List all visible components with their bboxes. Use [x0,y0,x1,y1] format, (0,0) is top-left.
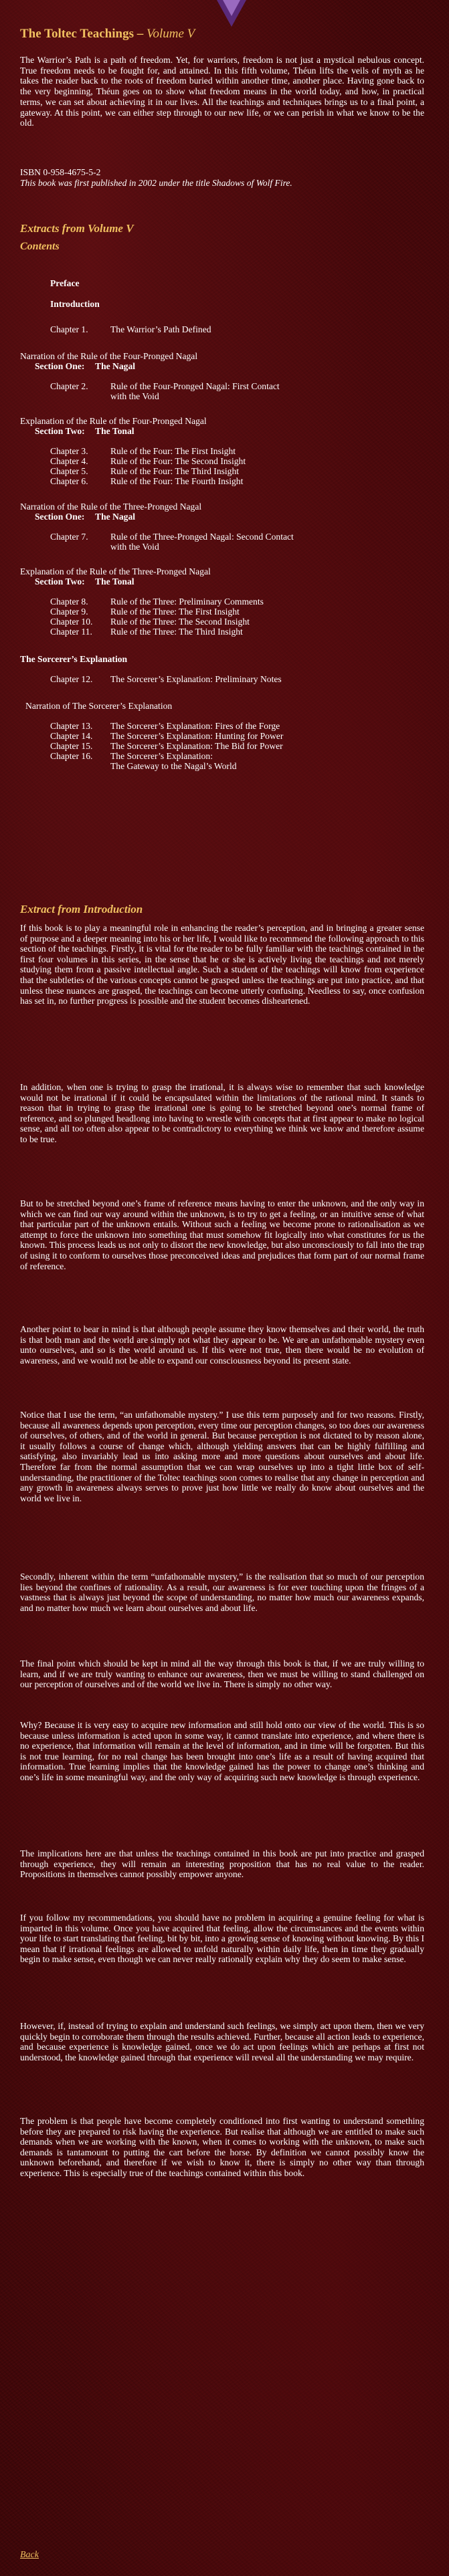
paragraph: Notice that I use the term, “an unfathomable mystery.” I use this term purposely and for two reasons. Firstly, because all awareness depends upon perception, every time our perception changes, so too does our awareness of ourselves, of others, and of the world in general. But because perception is not dictated to by reason alone, it usually follows a course of change which, although yielding answers that can be highly fulfilling and satisfying, also invariably lead us into asking more and more questions about ourselves and about life. Therefore far from the normal assumption that we can wrap ourselves up into a tight little box of self-understanding, the practitioner of the Toltec teachings soon comes to realise that any change in perception and any growth in awareness always serves to prove just how little we really do know about ourselves and the world we live in. [20,1410,424,1503]
chapter-num: Chapter 16. [50,751,93,761]
chapter-title-line-2: with the Void [110,542,159,552]
chapter-title: The Sorcerer’s Explanation: Fires of the Forge [110,721,280,731]
paragraph: The problem is that people have become completely conditioned into first wanting to understand something before they are prepared to risk having the experience. But realise that although we are entitled to make such demands when we are working with the known, when it comes to working with the unknown, to make such demands is tantamount to putting the cart before the horse. By definition we cannot possibly know the unknown beforehand, and therefore if we wish to know it, there is simply no other way than through experience. This is especially true of the teachings contained within this book. [20,2116,424,2178]
toc-narration-2: Narration of the Rule of the Three-Pronged Nagal [20,502,202,512]
chapter-title: The Sorcerer’s Explanation: Preliminary Notes [110,674,282,684]
section-num: Section Two: [35,576,85,586]
back-link[interactable]: Back [20,2550,39,2560]
toc-chapter-10 [50,617,425,627]
chapter-num: Chapter 7. [50,532,88,542]
chapter-num: Chapter 9. [50,607,88,617]
paragraph: The final point which should be kept in mind all the way through this book is that, if we are truly willing to learn, and if we are truly wanting to enhance our awareness, then we must be willing to stand challenged on our perception of ourselves and of the world we live in. There is simply no other way. [20,1658,424,1690]
extracts-heading: Extracts from Volume V [20,222,134,235]
chapter-title: Rule of the Four-Pronged Nagal: First Contact [110,381,280,391]
paragraph: If you follow my recommendations, you should have no problem in acquiring a genuine feeling for what is imparted in this volume. Once you have acquired that feeling, allow the circumstances and the events within your life to start translating that feeling, bit by bit, into a growing sense of knowing without knowing. By this I mean that if irrational feelings are allowed to unfold naturally within daily life, then in time they gradually begin to make sense, even though we can never really rationally explain why they do seem to make sense. [20,1913,424,1965]
isbn-number: ISBN 0-958-4675-5-2 [20,167,101,177]
chapter-title: Rule of the Three: The Third Insight [110,627,243,637]
chapter-title: Rule of the Four: The Second Insight [110,456,246,466]
toc-explanation-1: Explanation of the Rule of the Four-Pronged Nagal [20,416,207,426]
chapter-num: Chapter 11. [50,627,92,637]
chapter-num: Chapter 8. [50,597,88,607]
toc-explanation-2: Explanation of the Rule of the Three-Pronged Nagal [20,566,211,576]
toc-introduction: Introduction [50,299,100,309]
chapter-num: Chapter 12. [50,674,93,684]
title-volume: Volume V [147,27,195,41]
chapter-title: The Warrior’s Path Defined [110,324,211,334]
intro-paragraph: The Warrior’s Path is a path of freedom. Yet, for warriors, freedom is not just a mystical nebulous concept. True freedom needs to be fought for, and attained. In this fifth volume, Théun lifts the veils of myth as he takes the reader back to the roots of freedom buried within another time, another place. Having gone back to the very beginning, Théun goes on to show what freedom means in the world today, and how, in practical terms, we can set about achieving it in our lives. All the teachings and techniques brings us to a final point, a gateway. At this point, we can either step through to our new life, or we can perish in what we know to be the old. [20,55,424,128]
section-num: Section One: [35,361,85,371]
chapter-num: Chapter 3. [50,446,88,456]
toc-narration-3: Narration of The Sorcerer’s Explanation [25,701,173,711]
chapter-title: Rule of the Four: The Fourth Insight [110,476,244,486]
paragraph: Why? Because it is very easy to acquire new information and still hold onto our view of the world. This is so because unless information is acted upon in some way, it cannot translate into experience, and where there is no experience, that information will remain at the level of information, and in time will be forgotten. But this is not true learning, for no real change has been brought into one’s life as a result of having acquired that information. True learning implies that the knowledge gained has the power to change one’s thinking and one’s life in some meaningful way, and the only way of acquiring such new knowledge is through experience. [20,1720,424,1782]
paragraph: In addition, when one is trying to grasp the irrational, it is always wise to remember that such knowledge would not be irrational if it could be encapsulated within the limitations of the rational mind. It stands to reason that in trying to grasp the irrational one is going to be stretched beyond one’s normal frame of reference, and so plunged headlong into having to wrestle with concepts that at first appear to make no logical sense, and all too often also appear to be contradictory to everything we think we know and therefore assume to be true. [20,1082,424,1144]
section-title: The Nagal [95,512,136,522]
paragraph: However, if, instead of trying to explain and understand such feelings, we simply act upon them, then we very quickly begin to corroborate them through the results achieved. Further, because all action leads to experience, and because experience is knowledge gained, once we do act upon feelings which are perhaps at first not understood, the knowledge gained through that experience will reveal all the understanding we may require. [20,2021,424,2062]
chapter-title: Rule of the Three: The Second Insight [110,617,250,627]
isbn-block [20,167,292,189]
toc-chapter-13 [50,721,425,732]
chapter-num: Chapter 15. [50,741,93,751]
toc-chapter-5 [50,466,425,477]
toc-preface: Preface [50,278,80,288]
chapter-title: The Sorcerer’s Explanation: [110,751,213,761]
page-title [20,27,195,41]
chapter-num: Chapter 6. [50,476,88,486]
section-title: The Nagal [95,361,136,371]
toc-chapter-4 [50,456,425,467]
paragraph: Another point to bear in mind is that although people assume they know themselves and their world, the truth is that both man and the world are simply not what they appear to be. We are an unfathomable mystery even unto ourselves, and so is the world around us. If this were not true, then there would be no evolution of awareness, and we would not be able to expand our consciousness beyond its present state. [20,1324,424,1366]
toc-section-4 [35,576,423,587]
paragraph: If this book is to play a meaningful role in enhancing the reader’s perception, and in bringing a greater sense of purpose and a deeper meaning into his or her life, I would like to recommend the following approach to this section of the teachings. Firstly, it is vital for the reader to be fully familiar with the teachings contained in the first four volumes in this series, in the sense that he or she is actively living the teachings and not merely studying them from a passive intellectual angle. Such a student of the teachings will know from experience that the subtleties of the various concepts cannot be grasped unless the teachings are put into practice, and that unless these nuances are grasped, the teachings can become utterly confusing. Needless to say, once confusion has set in, no further progress is possible and the student becomes disheartened. [20,923,424,1006]
gem-highlight-icon [223,0,240,16]
chapter-title: The Sorcerer’s Explanation: Hunting for Power [110,731,284,741]
section-num: Section Two: [35,426,85,436]
paragraph: Secondly, inherent within the term “unfathomable mystery,” is the realisation that so much of our perception lies beyond the confines of rationality. As a result, our awareness is for ever touching upon the fringes of a vastness that is always just beyond the scope of understanding, no matter how much our awareness expands, and no matter how much we learn about ourselves and about life. [20,1572,424,1613]
chapter-num: Chapter 4. [50,456,88,466]
toc-chapter-8 [50,597,425,607]
toc-narration-1: Narration of the Rule of the Four-Pronged Nagal [20,351,198,361]
toc-sorcerers-explanation: The Sorcerer’s Explanation [20,654,128,664]
chapter-num: Chapter 13. [50,721,93,731]
toc-chapter-16 [50,751,425,771]
section-num: Section One: [35,512,85,522]
isbn-note: This book was first published in 2002 under the title Shadows of Wolf Fire. [20,178,292,188]
extract-heading: Extract from Introduction [20,903,143,916]
toc-section-1 [35,361,423,372]
toc-chapter-14 [50,731,425,742]
chapter-title: Rule of the Three: Preliminary Comments [110,597,264,607]
chapter-num: Chapter 1. [50,324,88,334]
chapter-num: Chapter 14. [50,731,93,741]
chapter-title: The Sorcerer’s Explanation: The Bid for Power [110,741,283,751]
toc-chapter-2 [50,381,425,401]
toc-section-2 [35,426,423,437]
toc-chapter-7 [50,532,425,552]
paragraph: But to be stretched beyond one’s frame of reference means having to enter the unknown, and the only way in which we can find our way around within the unknown, is to try to get a feeling, or an intuitive sense of what that particular part of the unknown entails. Without such a feeling we become prone to rationalisation as we attempt to force the unknown into something that must somehow fit logically into what constitutes for us the known. This process leads us not only to distort the new knowledge, but also unconsciously to fall into the trap of using it to conform to ourselves those preconceived ideas and prejudices that form part of our normal frame of reference. [20,1198,424,1271]
chapter-num: Chapter 2. [50,381,88,391]
chapter-title: Rule of the Four: The Third Insight [110,466,240,476]
toc-chapter-12 [50,674,425,685]
chapter-title-line-2: The Gateway to the Nagal’s World [110,761,237,771]
chapter-title: Rule of the Three-Pronged Nagal: Second Contact [110,532,294,542]
toc-chapter-1 [50,324,425,335]
chapter-num: Chapter 10. [50,617,93,627]
toc-chapter-15 [50,741,425,752]
chapter-title: Rule of the Three: The First Insight [110,607,240,617]
section-title: The Tonal [95,426,134,436]
chapter-title-line-2: with the Void [110,391,159,401]
toc-section-3 [35,512,423,522]
title-text: The Toltec Teachings – [20,27,147,41]
chapter-num: Chapter 5. [50,466,88,476]
toc-chapter-3 [50,446,425,457]
contents-heading: Contents [20,241,60,252]
toc-chapter-11 [50,627,425,637]
paragraph: The implications here are that unless the teachings contained in this book are put into practice and grasped through experience, they will remain an interesting proposition that has no real value to the reader. Propositions in themselves cannot possibly empower anyone. [20,1848,424,1880]
chapter-title: Rule of the Four: The First Insight [110,446,236,456]
toc-chapter-9 [50,607,425,617]
section-title: The Tonal [95,576,134,586]
toc-chapter-6 [50,476,425,487]
